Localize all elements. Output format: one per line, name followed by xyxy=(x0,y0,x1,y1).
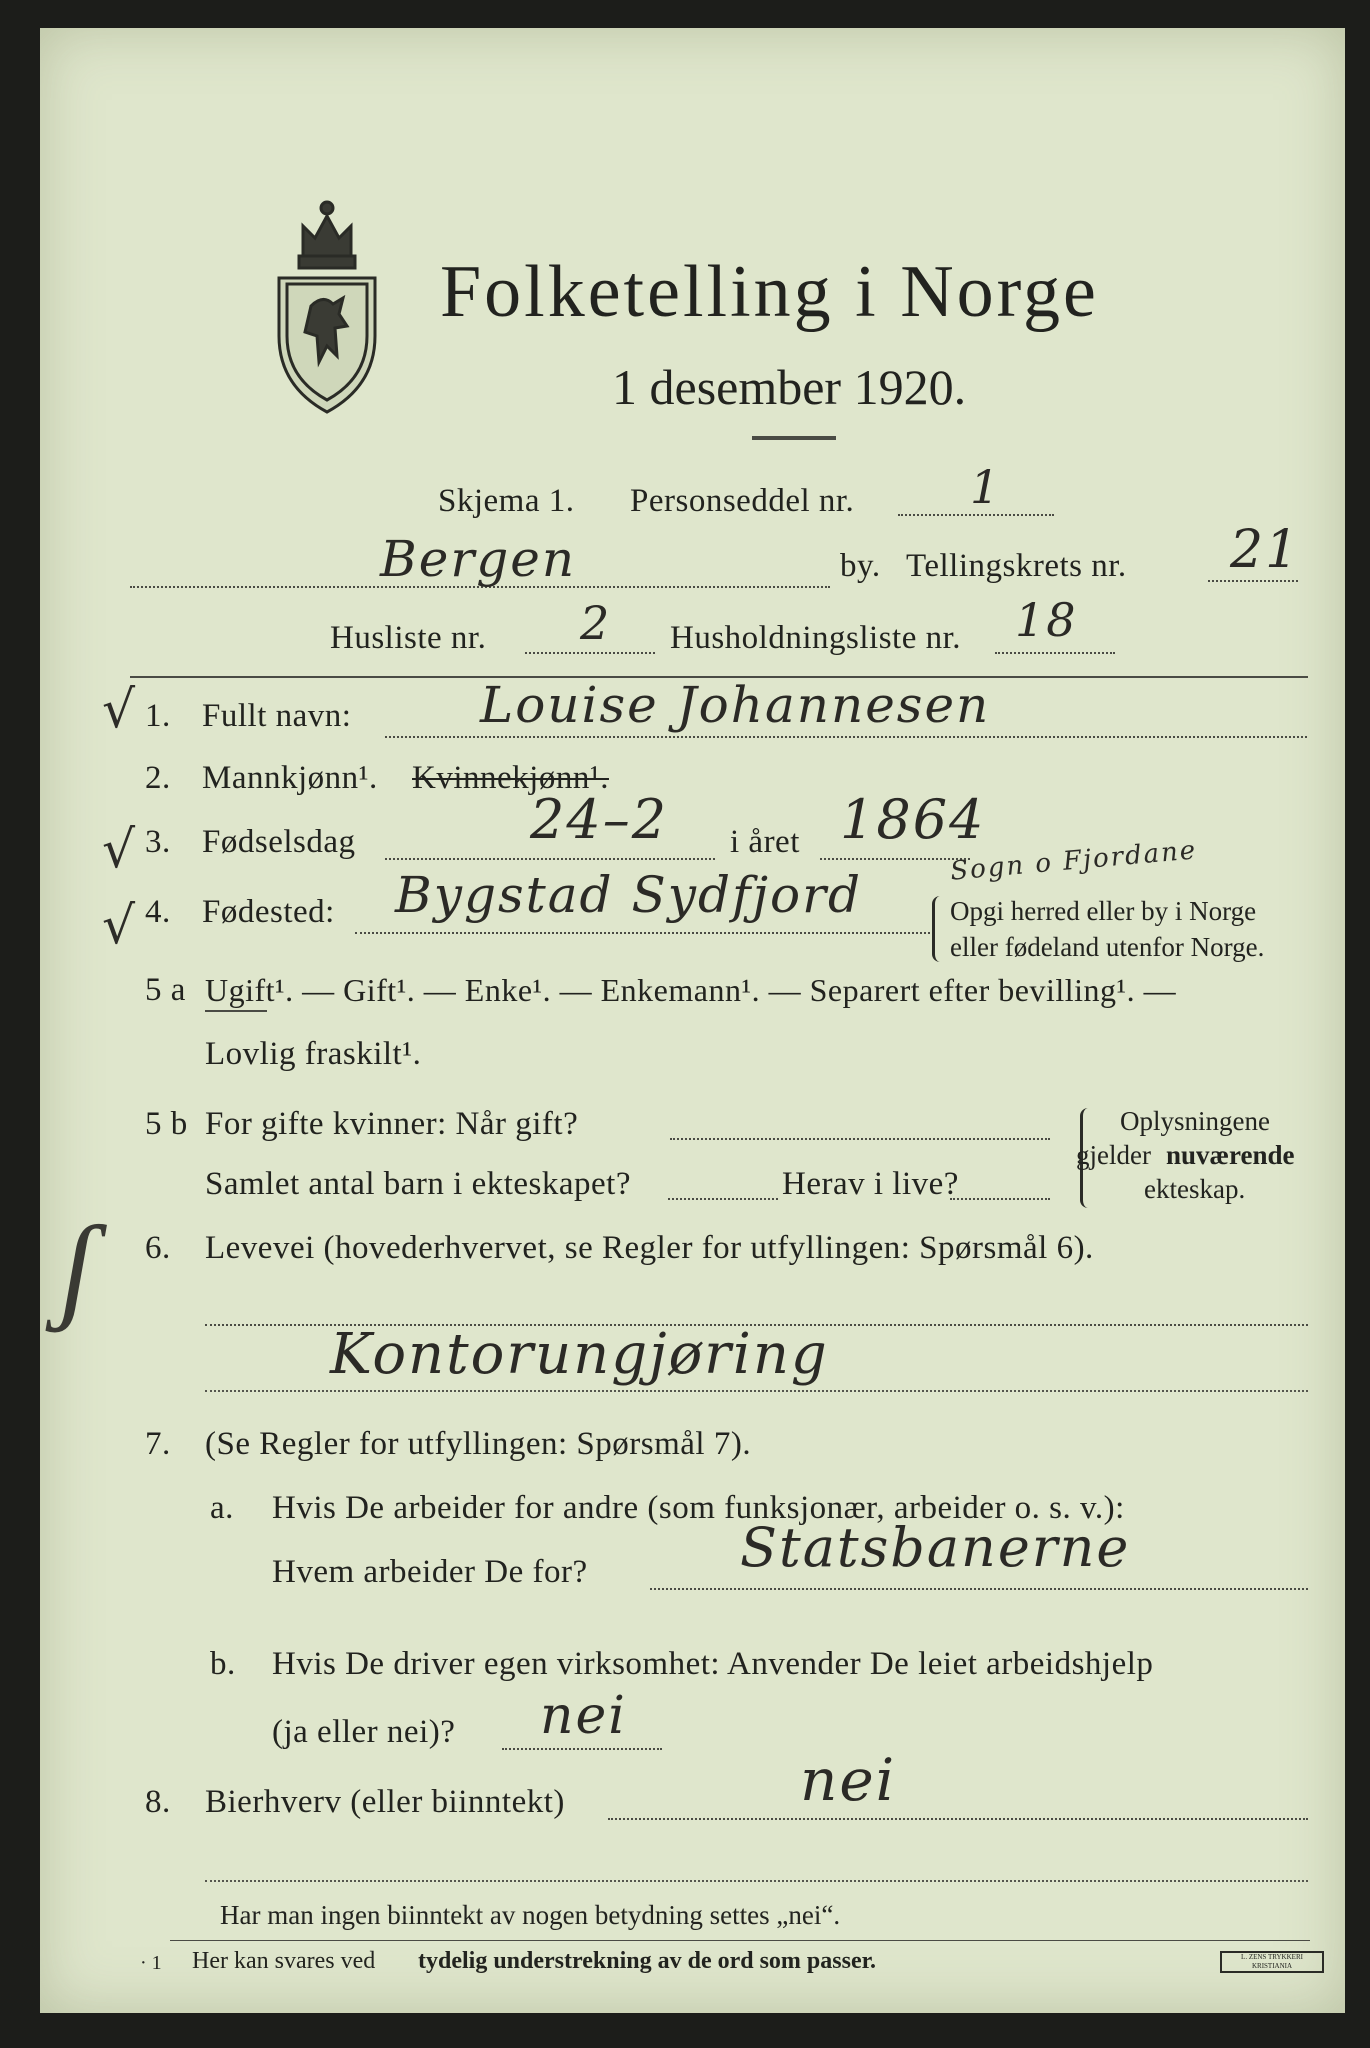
form-title: Folketelling i Norge xyxy=(440,251,1099,333)
q8-label: Bierhverv (eller biinntekt) xyxy=(205,1784,565,1820)
q5a-number: 5 a xyxy=(145,972,186,1008)
q4-label: Fødested: xyxy=(202,894,335,930)
by-label: by. xyxy=(840,548,881,584)
q6-label: Levevei (hovederhvervet, se Regler for utfyllingen: Spørsmål 6). xyxy=(205,1230,1094,1266)
q5b-married-line xyxy=(670,1138,1050,1140)
q7b-line xyxy=(502,1748,662,1750)
q7b-line1: Hvis De driver egen virksomhet: Anvender De leiet arbeidshjelp xyxy=(272,1646,1154,1682)
q5b-line1: For gifte kvinner: Når gift? xyxy=(205,1106,579,1142)
q5b-children-label: Samlet antal barn i ekteskapet? xyxy=(205,1166,632,1202)
q5b-note1: Oplysningene xyxy=(1120,1106,1270,1136)
q3-year-line xyxy=(820,858,970,860)
husholdningsliste-value[interactable]: 18 xyxy=(1015,593,1078,647)
tellingskrets-value[interactable]: 21 xyxy=(1230,520,1301,580)
q5b-note2b: nuværende xyxy=(1166,1140,1295,1170)
skjema-label: Skjema 1. xyxy=(438,483,575,519)
q6-number: 6. xyxy=(145,1230,171,1266)
q1-number: 1. xyxy=(145,698,171,734)
q4-brace xyxy=(932,896,945,962)
footnote-bold: tydelig understrekning av de ord som passer. xyxy=(418,1948,877,1974)
q7a-line2: Hvem arbeider De for? xyxy=(272,1554,588,1590)
q3-label: Fødselsdag xyxy=(202,824,356,860)
q3-day-line xyxy=(385,858,715,860)
personseddel-line xyxy=(898,514,1054,516)
footer-note: Har man ingen biinntekt av nogen betydning settes „nei“. xyxy=(220,1900,841,1930)
husholdningsliste-label: Husholdningsliste nr. xyxy=(670,620,962,656)
q2-male-option[interactable]: Mannkjønn¹. xyxy=(202,760,378,796)
q3-year-label: i året xyxy=(730,824,800,860)
q7b-answer[interactable]: nei xyxy=(540,1686,627,1746)
q2-number: 2. xyxy=(145,760,171,796)
title-divider xyxy=(752,436,836,440)
printer-stamp: L. ZENS TRYKKERI KRISTIANIA xyxy=(1220,1951,1324,1973)
q5b-note2a: gjelder xyxy=(1076,1140,1151,1170)
q7a-line1: Hvis De arbeider for andre (som funksjonær, arbeider o. s. v.): xyxy=(272,1490,1125,1526)
q7b-letter: b. xyxy=(210,1646,236,1682)
q7-label: (Se Regler for utfyllingen: Spørsmål 7). xyxy=(205,1426,752,1462)
q4-birthplace-note[interactable]: Sogn o Fjordane xyxy=(949,835,1199,887)
q8-line1 xyxy=(608,1818,1308,1820)
q4-line xyxy=(355,932,930,934)
husholdningsliste-line xyxy=(995,652,1115,654)
husliste-line xyxy=(525,652,655,654)
q5b-alive-label: Herav i live? xyxy=(782,1166,959,1202)
personseddel-value[interactable]: 1 xyxy=(970,460,1002,514)
q3-number: 3. xyxy=(145,824,171,860)
q1-line xyxy=(385,736,1307,738)
q8-answer[interactable]: nei xyxy=(800,1746,897,1814)
q5a-options-line2[interactable]: Lovlig fraskilt¹. xyxy=(205,1036,422,1072)
census-date: 1 desember 1920. xyxy=(612,359,967,415)
q2-female-option[interactable]: Kvinnekjønn¹. xyxy=(412,760,609,796)
husliste-value[interactable]: 2 xyxy=(580,596,612,650)
q4-hint-line1: Opgi herred eller by i Norge xyxy=(950,896,1257,926)
q1-label: Fullt navn: xyxy=(202,698,352,734)
q7b-line2: (ja eller nei)? xyxy=(272,1714,456,1750)
checkmark-1-icon: √ xyxy=(102,680,136,740)
q6-line2 xyxy=(205,1390,1308,1392)
q7a-letter: a. xyxy=(210,1490,234,1526)
q7-number: 7. xyxy=(145,1426,171,1462)
margin-mark-icon: ʃ xyxy=(60,1200,95,1333)
q8-line2 xyxy=(205,1880,1308,1882)
q7a-employer-line xyxy=(650,1588,1308,1590)
q8-number: 8. xyxy=(145,1784,171,1820)
checkmark-4-icon: √ xyxy=(102,896,136,956)
footer-divider xyxy=(170,1940,1310,1941)
footnote-mark: · 1 xyxy=(140,1952,162,1974)
census-form-sheet xyxy=(40,28,1345,2013)
q4-hint-line2: eller fødeland utenfor Norge. xyxy=(950,932,1265,962)
q5a-ugift-underline xyxy=(205,1010,267,1012)
footnote-plain: Her kan svares ved xyxy=(192,1948,376,1974)
q5b-children-line xyxy=(668,1198,778,1200)
q5b-note3: ekteskap. xyxy=(1144,1174,1246,1204)
coat-of-arms-icon xyxy=(273,186,381,416)
q5b-alive-line xyxy=(950,1198,1050,1200)
q6-occupation[interactable]: Kontorungjøring xyxy=(330,1322,829,1387)
q7a-employer[interactable]: Statsbanerne xyxy=(740,1516,1131,1579)
tellingskrets-line xyxy=(1208,580,1298,582)
tellingskrets-label: Tellingskrets nr. xyxy=(906,548,1127,584)
personseddel-label: Personseddel nr. xyxy=(630,483,855,519)
q4-birthplace[interactable]: Bygstad Sydfjord xyxy=(395,866,862,924)
q1-full-name[interactable]: Louise Johannesen xyxy=(480,676,991,734)
q3-year-value[interactable]: 1864 xyxy=(840,788,986,851)
q3-day-value[interactable]: 24–2 xyxy=(530,788,669,851)
q5b-number: 5 b xyxy=(145,1106,188,1142)
q4-number: 4. xyxy=(145,894,171,930)
husliste-label: Husliste nr. xyxy=(330,620,487,656)
q5a-options-line1[interactable]: Ugift¹. — Gift¹. — Enke¹. — Enkemann¹. — Separert efter bevilling¹. — xyxy=(205,972,1177,1008)
city-value[interactable]: Bergen xyxy=(380,530,577,588)
checkmark-3-icon: √ xyxy=(102,820,136,880)
